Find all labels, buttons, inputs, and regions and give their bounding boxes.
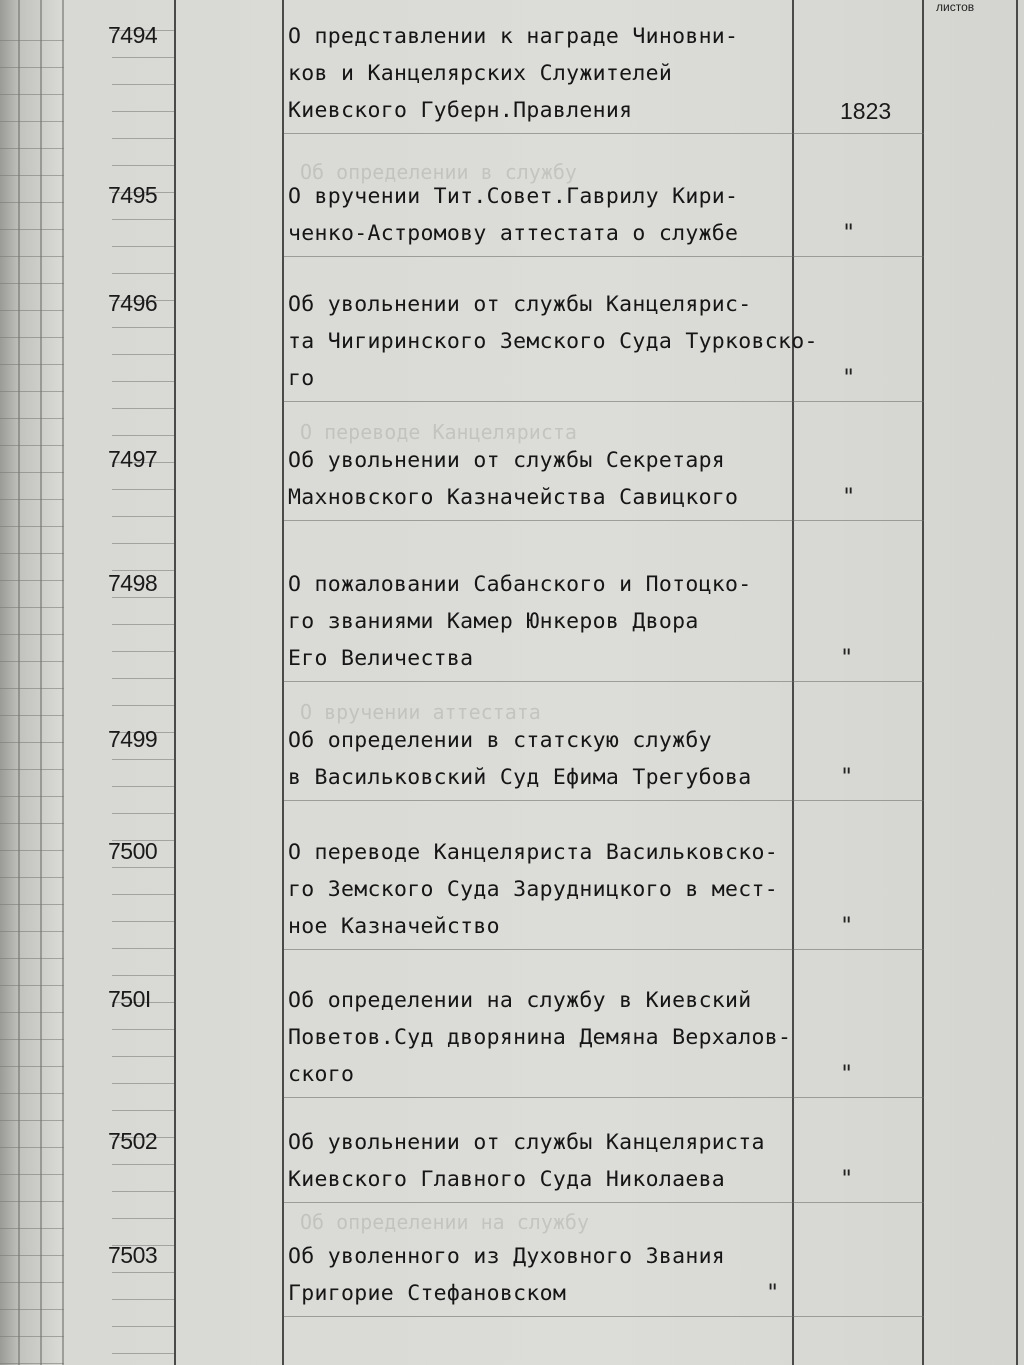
entry-text-line: ского xyxy=(288,1062,355,1087)
margin-rule xyxy=(112,219,174,220)
margin-rule xyxy=(112,84,174,85)
bleed-through: Об определении на службу xyxy=(300,1210,589,1234)
row-rule xyxy=(284,133,924,134)
binding-line xyxy=(40,0,42,1365)
entry-text xyxy=(288,722,752,796)
margin-rule xyxy=(112,516,174,517)
row-rule xyxy=(284,1202,924,1203)
ditto-mark: " xyxy=(840,1062,854,1087)
column-rule xyxy=(174,0,176,1365)
margin-rule xyxy=(0,958,64,959)
column-rule xyxy=(282,0,284,1365)
row-rule xyxy=(284,256,924,257)
margin-rule xyxy=(112,597,174,598)
margin-rule xyxy=(0,904,64,905)
entry-text-line: О представлении к награде Чиновни- xyxy=(288,24,739,49)
entry-number: 7497 xyxy=(108,446,158,472)
ditto-mark: " xyxy=(842,485,856,510)
column-rule xyxy=(922,0,924,1365)
ditto-mark: " xyxy=(842,366,856,391)
entry-text xyxy=(288,442,738,516)
entry-number: 7500 xyxy=(108,838,158,864)
column-rule xyxy=(792,0,794,1365)
entry-text xyxy=(288,566,752,677)
margin-rule xyxy=(0,40,64,41)
margin-rule xyxy=(0,148,64,149)
margin-rule xyxy=(0,472,64,473)
margin-rule xyxy=(0,1309,64,1310)
row-rule xyxy=(284,681,924,682)
margin-rule xyxy=(112,1326,174,1327)
entry-text-line: Об увольнении от службы Канцелярис- xyxy=(288,292,752,317)
row-rule xyxy=(284,1097,924,1098)
margin-rule xyxy=(0,1039,64,1040)
margin-rule xyxy=(0,931,64,932)
margin-rule xyxy=(112,1218,174,1219)
margin-rule xyxy=(112,138,174,139)
margin-rule xyxy=(112,354,174,355)
margin-rule xyxy=(112,1164,174,1165)
entry-text xyxy=(288,18,738,129)
entry-text-line: Об определении на службу в Киевский xyxy=(288,988,752,1013)
margin-rule xyxy=(0,229,64,230)
margin-rule xyxy=(0,1228,64,1229)
margin-rule xyxy=(0,445,64,446)
margin-rule xyxy=(112,921,174,922)
margin-rule xyxy=(0,1012,64,1013)
margin-rule xyxy=(0,121,64,122)
row-rule xyxy=(284,800,924,801)
row-rule xyxy=(284,520,924,521)
margin-rule xyxy=(0,661,64,662)
margin-rule xyxy=(112,624,174,625)
ditto-mark: " xyxy=(766,1281,780,1306)
margin-rule xyxy=(0,1282,64,1283)
entry-text-line: Его Величества xyxy=(288,646,474,671)
margin-rule xyxy=(0,688,64,689)
entry-text-line: Об увольнении от службы Секретаря xyxy=(288,448,726,473)
entry-text-line: та Чигиринского Земского Суда Турковско- xyxy=(288,329,818,354)
ditto-mark: " xyxy=(842,221,856,246)
margin-rule xyxy=(112,1353,174,1354)
margin-rule xyxy=(112,1056,174,1057)
bleed-through: Об определении в службу xyxy=(300,160,577,184)
margin-rule xyxy=(0,337,64,338)
binding-line xyxy=(62,0,64,1365)
margin-rule xyxy=(112,894,174,895)
entry-text xyxy=(288,1124,765,1198)
margin-rule xyxy=(112,435,174,436)
ditto-mark: " xyxy=(840,914,854,939)
entry-text-line: Киевского Губерн.Правления xyxy=(288,98,633,123)
ditto-mark: " xyxy=(840,646,854,671)
margin-rule xyxy=(0,769,64,770)
entry-text xyxy=(288,178,738,252)
bleed-through: О вручении аттестата xyxy=(300,700,541,724)
ditto-mark: " xyxy=(840,765,854,790)
entry-text-line: Григорие Стефановском xyxy=(288,1281,567,1306)
margin-rule xyxy=(0,418,64,419)
margin-rule xyxy=(112,381,174,382)
entry-number: 7499 xyxy=(108,726,158,752)
entry-text-line: Об увольнении от службы Канцеляриста xyxy=(288,1130,765,1155)
margin-rule xyxy=(0,1093,64,1094)
entry-text-line: ное Казначейство xyxy=(288,914,500,939)
entry-text-line: го званиями Камер Юнкеров Двора xyxy=(288,609,699,634)
entry-text-line: О переводе Канцеляриста Васильковско- xyxy=(288,840,779,865)
margin-rule xyxy=(0,607,64,608)
entry-text-line: в Васильковский Суд Ефима Трегубова xyxy=(288,765,752,790)
entry-text-line: Киевского Главного Суда Николаева xyxy=(288,1167,726,1192)
entry-text-line: ченко-Астромову аттестата о службе xyxy=(288,221,739,246)
margin-rule xyxy=(112,759,174,760)
margin-rule xyxy=(0,67,64,68)
margin-rule xyxy=(0,796,64,797)
entry-year: 1823 xyxy=(840,98,892,124)
margin-rule xyxy=(0,1336,64,1337)
margin-rule xyxy=(0,634,64,635)
margin-rule xyxy=(0,1174,64,1175)
margin-rule xyxy=(112,705,174,706)
entry-text-line: Об определении в статскую службу xyxy=(288,728,712,753)
margin-rule xyxy=(0,850,64,851)
margin-rule xyxy=(0,364,64,365)
margin-rule xyxy=(0,1120,64,1121)
entry-number: 750I xyxy=(108,986,151,1012)
margin-rule xyxy=(0,94,64,95)
margin-rule xyxy=(112,1191,174,1192)
margin-rule xyxy=(112,111,174,112)
entry-text xyxy=(288,286,818,397)
entry-text-line: го xyxy=(288,366,315,391)
margin-rule xyxy=(112,408,174,409)
row-rule xyxy=(284,401,924,402)
margin-rule xyxy=(0,499,64,500)
margin-rule xyxy=(112,1029,174,1030)
margin-rule xyxy=(0,742,64,743)
entry-text-line: Об уволенного из Духовного Звания xyxy=(288,1244,726,1269)
margin-rule xyxy=(112,651,174,652)
margin-rule xyxy=(112,786,174,787)
row-rule xyxy=(284,949,924,950)
margin-rule xyxy=(112,948,174,949)
margin-rule xyxy=(112,678,174,679)
margin-rule xyxy=(112,867,174,868)
margin-rule xyxy=(112,1110,174,1111)
margin-rule xyxy=(112,813,174,814)
margin-rule xyxy=(112,1272,174,1273)
entry-text-line: О вручении Тит.Совет.Гаврилу Кири- xyxy=(288,184,739,209)
margin-rule xyxy=(0,1363,64,1364)
entry-text-line: О пожаловании Сабанского и Потоцко- xyxy=(288,572,752,597)
margin-rule xyxy=(112,246,174,247)
entry-text xyxy=(288,982,791,1093)
margin-rule xyxy=(0,202,64,203)
margin-rule xyxy=(0,1255,64,1256)
entry-number: 7496 xyxy=(108,290,158,316)
entry-text xyxy=(288,1238,725,1312)
entry-number: 7494 xyxy=(108,22,158,48)
margin-rule xyxy=(0,256,64,257)
margin-rule xyxy=(112,1083,174,1084)
column-header-sheets: листов xyxy=(936,0,975,14)
margin-rule xyxy=(0,283,64,284)
margin-rule xyxy=(0,877,64,878)
entry-text xyxy=(288,834,778,945)
entry-text-line: Махновского Казначейства Савицкого xyxy=(288,485,739,510)
margin-rule xyxy=(0,715,64,716)
binding-line xyxy=(18,0,20,1365)
row-rule xyxy=(284,1316,924,1317)
margin-rule xyxy=(0,391,64,392)
margin-rule xyxy=(112,327,174,328)
margin-rule xyxy=(0,1066,64,1067)
margin-rule xyxy=(0,985,64,986)
margin-rule xyxy=(112,543,174,544)
margin-rule xyxy=(112,1299,174,1300)
ditto-mark: " xyxy=(840,1167,854,1192)
entry-number: 7495 xyxy=(108,182,158,208)
margin-rule xyxy=(0,1147,64,1148)
margin-rule xyxy=(0,1201,64,1202)
entry-number: 7503 xyxy=(108,1242,158,1268)
margin-rule xyxy=(0,526,64,527)
entry-text-line: Поветов.Суд дворянина Демяна Верхалов- xyxy=(288,1025,792,1050)
entry-text-line: го Земского Суда Зарудницкого в мест- xyxy=(288,877,779,902)
margin-rule xyxy=(0,823,64,824)
margin-rule xyxy=(0,580,64,581)
margin-rule xyxy=(0,175,64,176)
margin-rule xyxy=(112,57,174,58)
entry-number: 7498 xyxy=(108,570,158,596)
margin-rule xyxy=(0,310,64,311)
margin-rule xyxy=(112,273,174,274)
margin-rule xyxy=(0,553,64,554)
entry-number: 7502 xyxy=(108,1128,158,1154)
entry-text-line: ков и Канцелярских Служителей xyxy=(288,61,673,86)
margin-rule xyxy=(112,975,174,976)
column-rule xyxy=(1016,0,1018,1365)
margin-rule xyxy=(112,165,174,166)
bleed-through: О переводе Канцеляриста xyxy=(300,420,577,444)
margin-rule xyxy=(112,489,174,490)
